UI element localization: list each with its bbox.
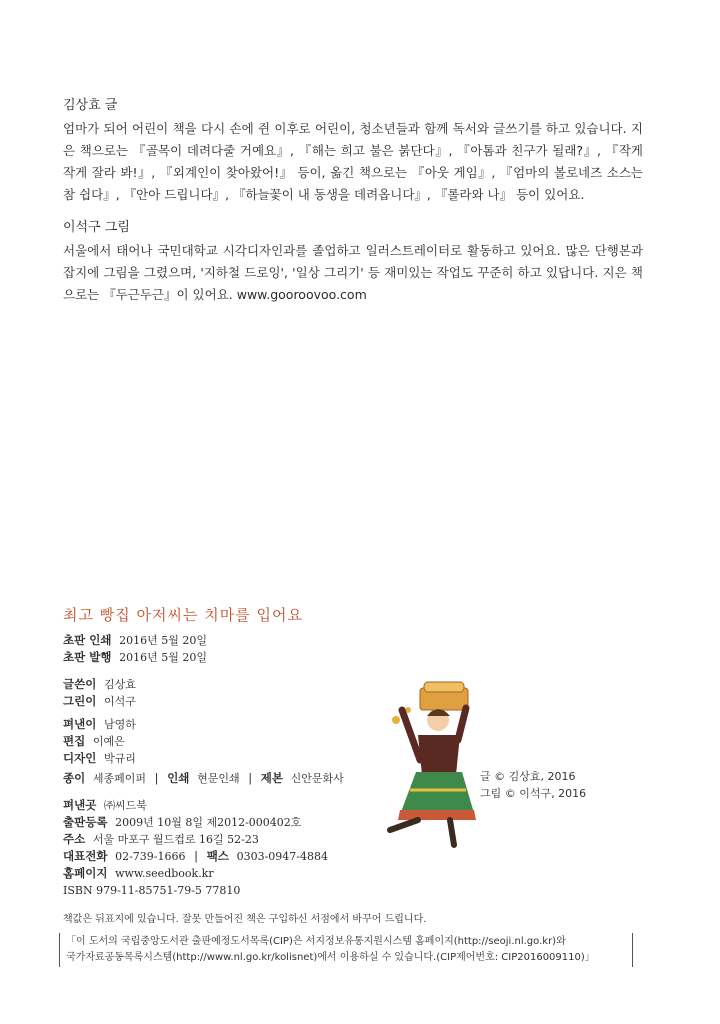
illustrator-bio-text: 서울에서 태어나 국민대학교 시각디자인과를 졸업하고 일러스트레이터로 활동하고 있어요. 많은 단행본과 잡지에 그림을 그렸으며, '지하철 드로잉', '일상 그리기' 등 재미있는 작업도 꾸준히 하고 있답니다. 지은 책으로는 『두근두근』이 있어요. www.gooroovoo.com xyxy=(63,243,643,302)
publisher-person-row xyxy=(63,716,136,733)
cip-notice xyxy=(59,933,633,967)
publisher-row xyxy=(63,797,328,814)
first-publish-value: 2016년 5월 20일 xyxy=(119,651,207,664)
publisher-person-value: 남영하 xyxy=(103,718,136,731)
leg-icon xyxy=(450,820,454,845)
writer-label: 글쓴이 xyxy=(63,677,97,691)
illustrator-bio xyxy=(63,217,643,306)
price-note: 책값은 뒤표지에 있습니다. 잘못 만들어진 책은 구입하신 서점에서 바꾸어 드립니다. xyxy=(63,914,427,925)
phone-value: 02-739-1666 xyxy=(115,850,186,863)
writer-row xyxy=(63,676,136,693)
registration-row xyxy=(63,814,328,831)
fax-label: 팩스 xyxy=(206,849,229,863)
author-bio-name: 김상효 글 xyxy=(63,98,118,113)
printing-label: 인쇄 xyxy=(167,771,190,785)
separator: | xyxy=(194,849,199,863)
editor-label: 편집 xyxy=(63,734,86,748)
copyright-block xyxy=(480,768,586,802)
illustrator-label: 그린이 xyxy=(63,694,97,708)
editor-row xyxy=(63,733,136,750)
production-credits xyxy=(63,770,344,787)
first-print-row xyxy=(63,632,207,649)
book-title: 최고 빵집 아저씨는 치마를 입어요 xyxy=(63,606,303,624)
fax-value: 0303-0947-4884 xyxy=(236,850,328,863)
coin-icon xyxy=(392,716,400,724)
isbn-block xyxy=(63,882,240,899)
designer-label: 디자인 xyxy=(63,751,97,765)
illustrator-row xyxy=(63,693,136,710)
binding-value: 신안문화사 xyxy=(290,772,344,785)
isbn: ISBN 979-11-85751-79-5 77810 xyxy=(63,884,241,897)
first-publish-label: 초판 발행 xyxy=(63,650,112,664)
registration-value: 2009년 10월 8일 제2012-000402호 xyxy=(115,816,302,829)
registration-label: 출판등록 xyxy=(63,815,108,829)
arm-icon xyxy=(402,710,420,760)
phone-label: 대표전화 xyxy=(63,849,108,863)
address-row xyxy=(63,831,328,848)
print-dates xyxy=(63,632,207,666)
publisher-info xyxy=(63,797,328,882)
publisher-person-label: 펴낸이 xyxy=(63,717,97,731)
address-label: 주소 xyxy=(63,832,86,846)
author-bio-text: 엄마가 되어 어린이 책을 다시 손에 쥔 이후로 어린이, 청소년들과 함께 독서와 글쓰기를 하고 있습니다. 지은 책으로는 『골목이 데려다줄 거예요』, 『해는 희고 불은 붉단다』, 『아톰과 친구가 될래?』, 『작게 작게 잘라 봐!』, 『외계인이 찾아왔어!』 등이, 옮긴 책으로는 『아웃 게임』, 『엄마의 볼로네즈 소스는 참 쉽다』, 『안아 드립니다』, 『하늘꽃이 내 동생을 데려옵니다』, 『롤라와 나』 등이 있어요. xyxy=(63,121,643,202)
production-row xyxy=(63,770,344,787)
author-bio xyxy=(63,95,643,206)
cip-line-1: 「이 도서의 국립중앙도서관 출판예정도서목록(CIP)은 서지정보유통지원시스템 홈페이지(http://seoji.nl.go.kr)와 xyxy=(66,936,566,947)
cip-line-2: 국가자료공동목록시스템(http://www.nl.go.kr/kolisnet)에서 이용하실 수 있습니다.(CIP제어번호: CIP2016009110)」 xyxy=(66,952,595,963)
illustrator-bio-name: 이석구 그림 xyxy=(63,220,130,235)
homepage-value: www.seedbook.kr xyxy=(115,867,214,880)
copyright-text: 글 © 김상효, 2016 xyxy=(480,770,576,783)
designer-value: 박규리 xyxy=(103,752,136,765)
separator: | xyxy=(154,771,159,785)
copyright-art: 그림 © 이석구, 2016 xyxy=(480,787,587,800)
editor-value: 이예은 xyxy=(92,735,125,748)
jacket-icon xyxy=(418,735,460,775)
editorial-credits xyxy=(63,716,136,767)
homepage-label: 홈페이지 xyxy=(63,866,108,880)
illustrator-value: 이석구 xyxy=(103,695,136,708)
skirt-hem-icon xyxy=(398,810,476,820)
leg-icon xyxy=(390,820,418,830)
address-value: 서울 마포구 월드컵로 16길 52-23 xyxy=(92,833,259,846)
first-print-label: 초판 인쇄 xyxy=(63,633,112,647)
binding-label: 제본 xyxy=(260,771,283,785)
first-publish-row xyxy=(63,649,207,666)
bread-crate-icon xyxy=(420,682,468,710)
publisher-label: 펴낸곳 xyxy=(63,798,97,812)
publisher-value: ㈜씨드북 xyxy=(103,799,147,812)
designer-row xyxy=(63,750,136,767)
paper-value: 세종페이퍼 xyxy=(92,772,147,785)
first-print-value: 2016년 5월 20일 xyxy=(119,634,207,647)
printing-value: 현문인쇄 xyxy=(197,772,240,785)
separator: | xyxy=(248,771,253,785)
arm-icon xyxy=(458,708,466,740)
paper-label: 종이 xyxy=(63,771,86,785)
baker-illustration xyxy=(380,680,490,850)
phone-row xyxy=(63,848,328,865)
author-credits xyxy=(63,676,136,710)
writer-value: 김상효 xyxy=(103,678,136,691)
homepage-row xyxy=(63,865,328,882)
